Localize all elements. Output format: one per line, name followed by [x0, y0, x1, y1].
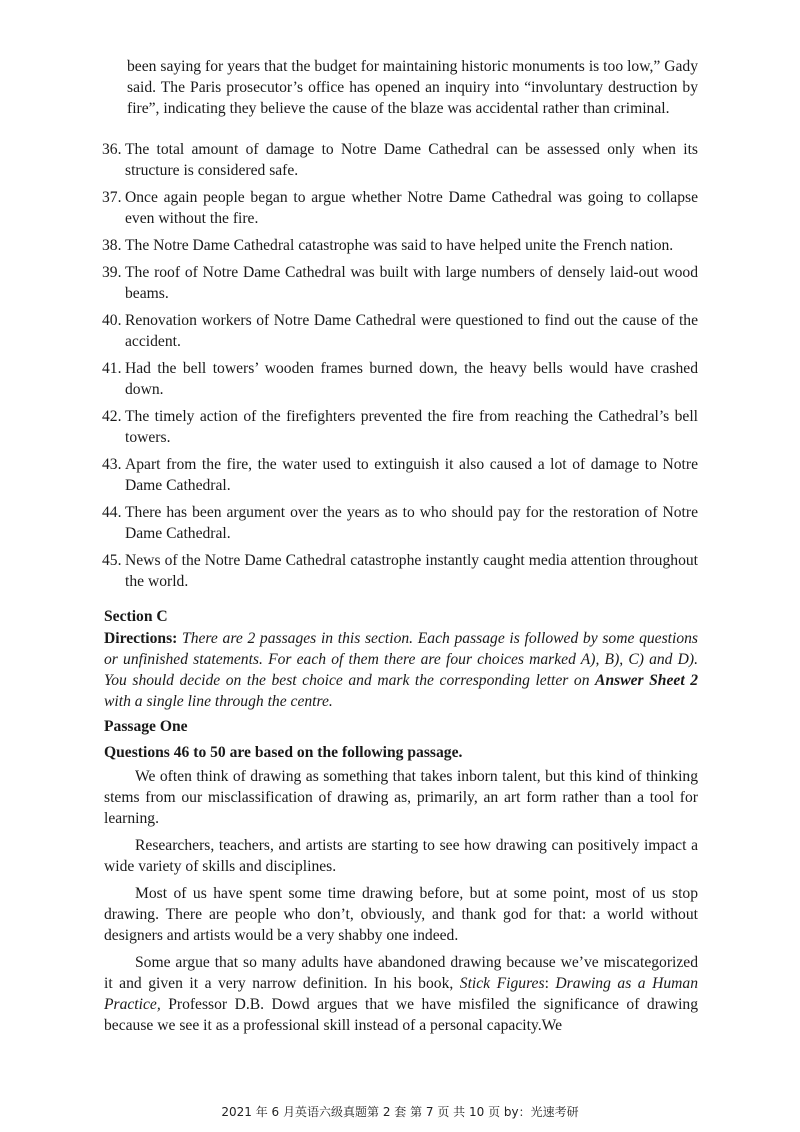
answer-sheet-label: Answer Sheet 2: [595, 672, 698, 689]
passage-paragraph: [104, 952, 698, 1036]
statement-text: Apart from the fire, the water used to extinguish it also caused a lot of damage to Notre Dame Cathedral.: [125, 456, 698, 494]
page-footer: 2021 年 6 月英语六级真题第 2 套 第 7 页 共 10 页 by：光速考研: [221, 1105, 579, 1119]
statement-number: 42.: [102, 408, 122, 425]
statement-text: News of the Notre Dame Cathedral catastrophe instantly caught media attention throughout the world.: [125, 552, 698, 590]
statement-text: The total amount of damage to Notre Dame Cathedral can be assessed only when its structure is considered safe.: [125, 141, 698, 179]
paragraph-text: Professor D.B. Dowd argues that we have misfiled the significance of drawing because we see it as a professional skill instead of a personal capacity.We: [104, 996, 698, 1034]
book-title-part1: Stick Figures: [459, 975, 545, 992]
passage-continuation: been saying for years that the budget for maintaining historic monuments is too low,” Gady said. The Paris prosecutor’s office has opened an inquiry into “involuntary destruction by fire”, indicating they believe the cause of the blaze was accidental rather than criminal.: [127, 58, 698, 117]
title-colon: :: [544, 975, 556, 992]
statement-item: [104, 358, 698, 400]
directions-end: with a single line through the centre.: [104, 693, 333, 710]
directions-label: Directions:: [104, 630, 178, 647]
statement-text: There has been argument over the years as to who should pay for the restoration of Notre Dame Cathedral.: [125, 504, 698, 542]
statements-list: [104, 139, 698, 592]
statement-text: The timely action of the firefighters prevented the fire from reaching the Cathedral’s bell towers.: [125, 408, 698, 446]
statement-item: [104, 406, 698, 448]
directions: [104, 628, 698, 712]
statement-number: 36.: [102, 141, 122, 158]
statement-item: [104, 310, 698, 352]
statement-number: 38.: [102, 237, 122, 254]
statement-item: [104, 262, 698, 304]
paragraph-text: Some argue that so many adults have abandoned drawing because we’ve miscategorized it and given it a very narrow definition. In his book,: [104, 954, 698, 992]
statement-number: 44.: [102, 504, 122, 521]
passage-paragraph: Most of us have spent some time drawing before, but at some point, most of us stop drawing. There are people who don’t, obviously, and thank god for that: a world without designers and artists would be a very shabby one indeed.: [104, 885, 698, 944]
questions-heading: Questions 46 to 50 are based on the following passage.: [104, 744, 463, 761]
statement-number: 41.: [102, 360, 122, 377]
statement-number: 43.: [102, 456, 122, 473]
statement-number: 40.: [102, 312, 122, 329]
statement-item: [104, 454, 698, 496]
statement-text: The roof of Notre Dame Cathedral was built with large numbers of densely laid-out wood beams.: [125, 264, 698, 302]
statement-text: Once again people began to argue whether Notre Dame Cathedral was going to collapse even without the fire.: [125, 189, 698, 227]
directions-text: There are 2 passages in this section. Each passage is followed by some questions or unfinished statements. For each of them there are four choices marked A), B), C) and D). You should decide on the best choice and mark the corresponding letter on: [104, 630, 698, 689]
passage-title: Passage One: [104, 718, 188, 735]
statement-text: Renovation workers of Notre Dame Cathedral were questioned to find out the cause of the accident.: [125, 312, 698, 350]
statement-item: [104, 550, 698, 592]
statement-text: The Notre Dame Cathedral catastrophe was said to have helped unite the French nation.: [125, 237, 674, 254]
statement-item: [104, 139, 698, 181]
passage-paragraph: Researchers, teachers, and artists are starting to see how drawing can positively impact a wide variety of skills and disciplines.: [104, 837, 698, 875]
statement-number: 45.: [102, 552, 122, 569]
statement-text: Had the bell towers’ wooden frames burned down, the heavy bells would have crashed down.: [125, 360, 698, 398]
statement-item: [104, 235, 698, 256]
section-title: Section C: [104, 608, 168, 625]
document-page: [104, 56, 698, 1042]
statement-item: [104, 187, 698, 229]
statement-number: 39.: [102, 264, 122, 281]
statement-item: [104, 502, 698, 544]
statement-number: 37.: [102, 189, 122, 206]
book-title-part2: Drawing as a Human Practice,: [104, 975, 699, 1013]
passage-paragraph: We often think of drawing as something that takes inborn talent, but this kind of thinking stems from our misclassification of drawing as, primarily, an art form rather than a tool for learning.: [104, 768, 698, 827]
